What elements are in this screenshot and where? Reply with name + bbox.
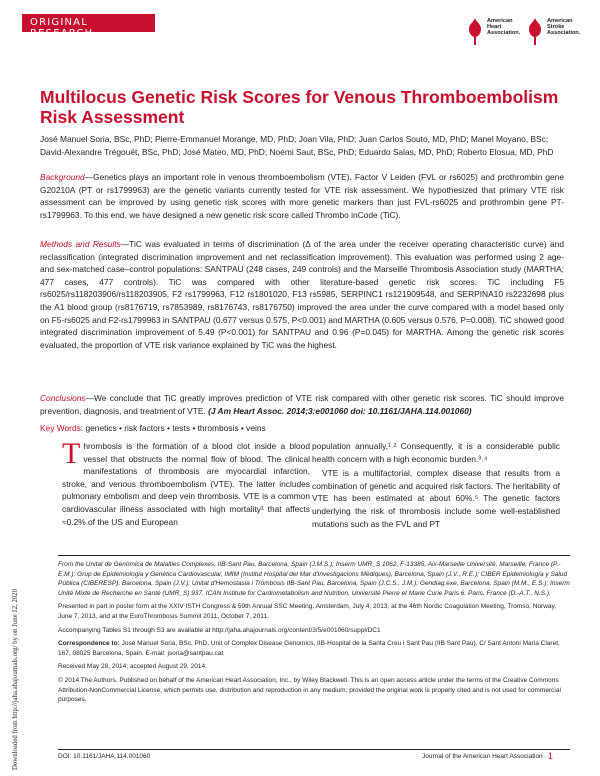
background-text: —Genetics plays an important role in venous thromboembolism (VTE). Factor V Leiden (FVL or rs6025) and prothrombin gene G20210A (PT or rs1799963) are the genetic variants currently tested for VTE risk assessment. We hypothesized that primary VTE risk assessment can be improved by using genetic risk scores with more genetic markers than just FVL-rs6025 and prothrombin gene PT-rs1799963. To this end, we have designed a new genetic risk score called Thrombo inCode (TiC).	[40, 172, 564, 220]
abstract-background	[40, 171, 564, 221]
copyright-note: © 2014 The Authors. Published on behalf of the American Heart Association, Inc., by Wiley Blackwell. This is an open access article under the terms of the Creative Commons Attribution-NonCommercial License, which permits use, distribution and reproduction in any medium, provided the original work is properly cited and is not used for commercial purposes.	[58, 676, 561, 704]
footnotes	[58, 560, 570, 709]
stroke-torch-icon	[525, 14, 545, 46]
correspondence-note	[58, 639, 570, 658]
presented-note: Presented in part in poster form at the XXIV ISTH Congress & 59th Annual SSC Meeting, Amsterdam, July 4, 2013, at the 46th Nordic Coagulation Meeting, Tromso, Norway, June 7, 2013, and at the EuroThrombosis Summit 2011, October 7, 2011.	[58, 603, 557, 620]
section-banner-label: ORIGINAL RESEARCH	[30, 17, 94, 39]
citation: (J Am Heart Assoc. 2014;3:e001060 doi: 10.1161/JAHA.114.001060)	[208, 405, 472, 416]
background-label: Background	[40, 172, 85, 182]
intro-paragraph: hrombosis is the formation of a blood clot inside a blood vessel that obstructs the normal flow of blood. The clinical manifestations of thrombosis are myocardial infarction, stroke, and venous thromboembolism (VTE). The latter includes pulmonary embolism and deep vein thrombosis. VTE is a common cardiovascular illness associated with high mortality¹ that affects ≈0.2% of the US and European	[62, 441, 310, 527]
keywords-list: genetics • risk factors • tests • thrombosis • veins	[85, 423, 266, 433]
heart-torch-icon	[465, 14, 485, 46]
page-number: 1	[548, 751, 554, 761]
author-list: José Manuel Soria, BSc, PhD; Pierre-Emmanuel Morange, MD, PhD; Joan Vila, PhD; Juan Carlos Souto, MD, PhD; Manel Moyano, BSc; David-Alexandre Trégouët, BSc, PhD; José Mateo, MD, PhD; Noémi Saut, BSc, PhD; Eduardo Salas, MD, PhD; Roberto Elosua, MD, PhD	[40, 134, 554, 157]
conclusions-label: Conclusions	[40, 393, 86, 403]
body-column-right	[312, 440, 560, 532]
correspondence-label: Correspondence to:	[58, 640, 120, 648]
footer-journal: Journal of the American Heart Association	[422, 753, 543, 760]
footer-divider	[58, 749, 570, 750]
section-banner	[22, 14, 155, 39]
methods-text: —TiC was evaluated in terms of discrimination (Δ of the area under the receiver operating characteristic curve) and reclassification (integrated discrimination improvement and net reclassification improvement). This evaluation was performed using 2 age- and sex-matched case–control populations: SANTPAU (248 cases, 249 controls) and the Marseille Thrombosis Association study (MARTHA; 477 cases, 477 controls). TiC was compared with other literature-based genetic risk scores. TiC including F5 rs6025/rs118203906/rs118203905, F2 rs1799963, F12 rs1801020, F13 rs5985, SERPINC1 rs121909548, and SERPINA10 rs2232698 plus the A1 blood group (rs8176719, rs7853989, rs8176743, rs8176750) improved the area under the curve compared with a model based only on F5-rs6025 and F2-rs1799963 in SANTPAU (0.677 versus 0.575, P<0.001) and MARTHA (0.605 versus 0.576, P=0.008). TiC showed good integrated discrimination improvement of 5.49 (P<0.001) for SANTPAU and 0.96 (P=0.045) for MARTHA. Among the genetic risk scores evaluated, the proportion of VTE risk variance explained by TiC was the highest.	[40, 239, 564, 350]
abstract-conclusions	[40, 392, 564, 417]
logo-text-heart: American Heart Association.	[487, 18, 521, 37]
article-title: Multilocus Genetic Risk Scores for Venous Thromboembolism Risk Assessment	[40, 87, 559, 127]
keywords	[40, 422, 564, 434]
footer-doi: DOI: 10.1161/JAHA.114.001060	[58, 753, 151, 760]
correspondence-text: José Manuel Soria, BSc, PhD, Unit of Complex Disease Genomics, IIB-Hospital de la Santa Creu i Sant Pau (IIB Sant Pau), C/ Sant Antoni Maria Claret, 167, 08025 Barcelona, Spain. E-mail: jsoria@santpau.cat	[58, 640, 560, 657]
supplement-note: Accompanying Tables S1 through S3 are available at http://jaha.ahajournals.org/content/3/5/e001060/suppl/DC1	[58, 626, 381, 634]
second-paragraph: VTE is a multifactorial, complex disease that results from a combination of genetic and acquired risk factors. The heritability of VTE has been estimated at about 60%.⁵ The genetic factors underlying the risk of thrombosis include some well-established mutations such as the FVL and PT	[312, 468, 560, 529]
abstract-methods-results	[40, 238, 564, 351]
intro-paragraph-continued: population annually.¹˒² Consequently, it is a considerable public health concern with a high economic burden.³˒⁴	[312, 441, 560, 464]
drop-cap: T	[62, 437, 81, 470]
body-column-left	[62, 437, 310, 528]
logo-text-stroke: American Stroke Association.	[547, 18, 581, 37]
keywords-label: Key Words:	[40, 423, 84, 433]
methods-label: Methods and Results	[40, 239, 121, 249]
footnote-divider	[58, 555, 570, 556]
conclusions-text: —We conclude that TiC greatly improves prediction of VTE risk compared with other genetic risk scores. TiC should improve prevention, diagnosis, and treatment of VTE.	[40, 393, 564, 416]
affiliations: From the Unitat de Genòmica de Malalties Complexes, IIB-Sant Pau, Barcelona, Spain (J.M.S.); Inserm UMR_S 1062, F-13385, Aix-Marseille Université, Marseille, France (P.-E.M.); Grup de Epidemiologia y Genètica Cardiovascular, IMIM (Institut Hospital del Mar d'Investigacions Mèdiques), Barcelona, Spain (J.V., R.E.); CIBER Epidemiología y Salud Pública (CIBERESP), Barcelona, Spain (J.V.); Unitat d'Hemostasia i Trombosis IIB-Sant Pau, Barcelona, Spain (J.C.S., J.M.); Gendiag.exe, Barcelona, Spain (M.M., E.S.); Inserm Unité Mixte de Recherche en Santé (UMR_S) 937, ICAN Institute for Cardiometabolism and Nutrition, Université Pierre et Marie Curie Paris 6, Paris, France (D.-A.T., N.S.).	[58, 561, 570, 597]
download-note: Downloaded from http://jaha.ahajournals.org/ by on June 12, 2020	[12, 588, 19, 770]
received-note: Received May 28, 2014; accepted August 29, 2014.	[58, 663, 207, 671]
aha-logo	[465, 12, 583, 50]
